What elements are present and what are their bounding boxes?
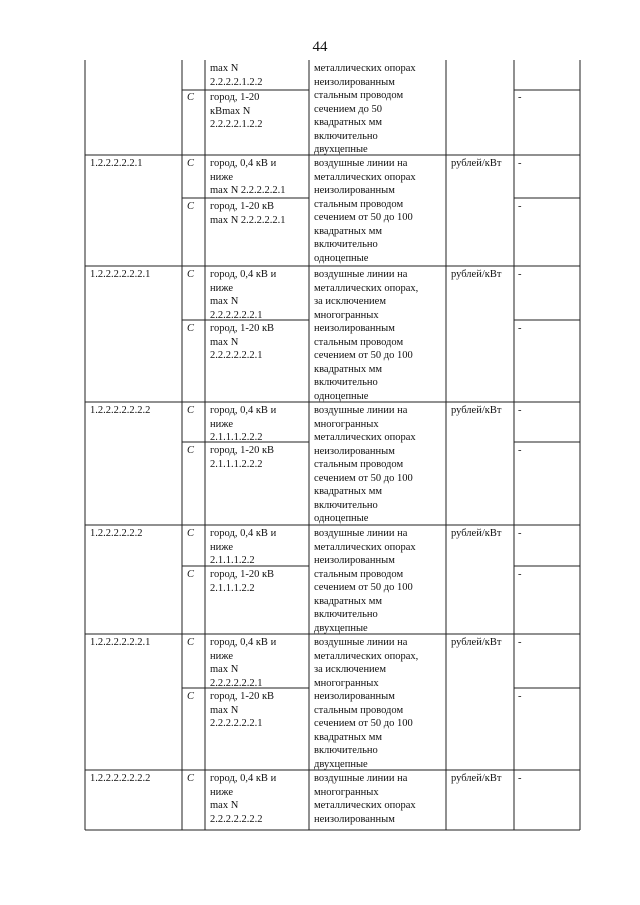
cell-value: - xyxy=(518,323,522,334)
cell-code: 1.2.2.2.2.2.2.2 xyxy=(90,773,151,784)
cell-code: 1.2.2.2.2.2.1 xyxy=(90,158,143,169)
cell-letter: С xyxy=(187,528,195,539)
cell-place: город, 0,4 кВ и ниже max N 2.2.2.2.2.1 xyxy=(210,158,286,196)
cell-value: - xyxy=(518,445,522,456)
cell-letter: С xyxy=(187,445,195,456)
cell-value: - xyxy=(518,405,522,416)
cell-description: воздушные линии на многогранных металлических опорах неизолированным стальным проводом сечением от 50 до 100 квадратных мм включительно одноцепные xyxy=(314,405,416,524)
cell-code: 1.2.2.2.2.2.2.1 xyxy=(90,637,151,648)
cell-place: город, 0,4 кВ и ниже max N 2.2.2.2.2.2.1 xyxy=(210,637,277,689)
cell-value: - xyxy=(518,201,522,212)
cell-unit: рублей/кВт xyxy=(451,269,502,280)
cell-letter: С xyxy=(187,323,195,334)
cell-letter: С xyxy=(187,405,195,416)
cell-value: - xyxy=(518,158,522,169)
page-number: 44 xyxy=(312,39,328,55)
cell-code: 1.2.2.2.2.2.2 xyxy=(90,528,143,539)
cell-unit: рублей/кВт xyxy=(451,158,502,169)
cell-place: город, 1-20 кВ 2.1.1.1.2.2.2 xyxy=(210,445,275,470)
cell-letter: С xyxy=(187,569,195,580)
cell-value: - xyxy=(518,269,522,280)
cell-description: металлических опорах неизолированным стальным проводом сечением до 50 квадратных мм включительно двухцепные xyxy=(314,63,416,155)
cell-letter: С xyxy=(187,691,195,702)
cell-letter: С xyxy=(187,92,195,103)
cell-letter: С xyxy=(187,201,195,212)
cell-value: - xyxy=(518,528,522,539)
cell-place: город, 0,4 кВ и ниже max N 2.2.2.2.2.2.2 xyxy=(210,773,277,825)
cell-value: - xyxy=(518,691,522,702)
cell-place: город, 1-20 кВ 2.1.1.1.2.2 xyxy=(210,569,275,594)
cell-place: город, 0,4 кВ и ниже 2.1.1.1.2.2 xyxy=(210,528,277,566)
cell-place: max N 2.2.2.2.1.2.2 xyxy=(210,63,263,88)
cell-unit: рублей/кВт xyxy=(451,405,502,416)
cell-value: - xyxy=(518,637,522,648)
cell-unit: рублей/кВт xyxy=(451,773,502,784)
cell-unit: рублей/кВт xyxy=(451,528,502,539)
cell-value: - xyxy=(518,773,522,784)
cell-place: город, 1-20 кВmax N 2.2.2.2.1.2.2 xyxy=(210,92,263,130)
cell-place: город, 1-20 кВ max N 2.2.2.2.2.2.1 xyxy=(210,323,275,361)
cell-code: 1.2.2.2.2.2.2.2 xyxy=(90,405,151,416)
cell-letter: С xyxy=(187,158,195,169)
cell-letter: С xyxy=(187,773,195,784)
cell-place: город, 1-20 кВ max N 2.2.2.2.2.2.1 xyxy=(210,691,275,729)
cell-description: воздушные линии на металлических опорах, за исключением многогранных неизолированным стальным проводом сечением от 50 до 100 квадратных мм включительно двухцепные xyxy=(314,637,419,770)
cell-letter: С xyxy=(187,269,195,280)
cell-description: воздушные линии на металлических опорах, за исключением многогранных неизолированным стальным проводом сечением от 50 до 100 квадратных мм включительно одноцепные xyxy=(314,269,419,402)
cell-code: 1.2.2.2.2.2.2.1 xyxy=(90,269,151,280)
cell-place: город, 0,4 кВ и ниже 2.1.1.1.2.2.2 xyxy=(210,405,277,443)
cell-place: город, 1-20 кВ max N 2.2.2.2.2.1 xyxy=(210,201,286,226)
cell-unit: рублей/кВт xyxy=(451,637,502,648)
cell-description: воздушные линии на многогранных металлических опорах неизолированным xyxy=(314,773,416,825)
cell-description: воздушные линии на металлических опорах неизолированным стальным проводом сечением от 50 до 100 квадратных мм включительно двухцепные xyxy=(314,528,416,634)
cell-place: город, 0,4 кВ и ниже max N 2.2.2.2.2.2.1 xyxy=(210,269,277,321)
cell-description: воздушные линии на металлических опорах неизолированным стальным проводом сечением от 50 до 100 квадратных мм включительно одноцепные xyxy=(314,158,416,264)
cell-value: - xyxy=(518,569,522,580)
cell-value: - xyxy=(518,92,522,103)
cell-letter: С xyxy=(187,637,195,648)
